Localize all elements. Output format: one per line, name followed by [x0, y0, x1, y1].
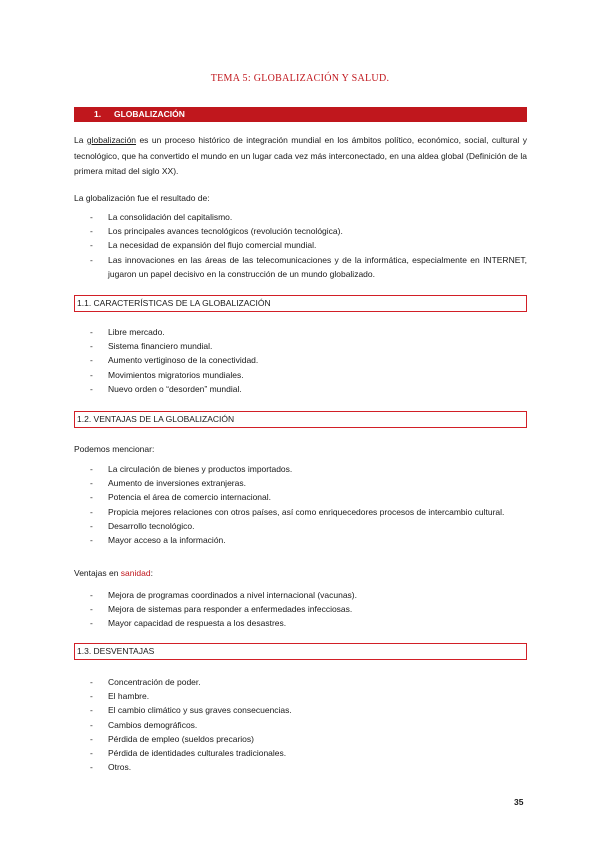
- subsection-heading-desventajas: 1.3. DESVENTAJAS: [74, 643, 527, 660]
- intro-paragraph: [74, 133, 527, 180]
- list-item: - El cambio climático y sus graves consecuencias.: [74, 703, 527, 717]
- health-label-term: sanidad: [120, 568, 151, 578]
- section-heading-label: GLOBALIZACIÓN: [114, 109, 185, 119]
- intro-lead: La: [74, 135, 87, 145]
- page-title: TEMA 5: GLOBALIZACIÓN Y SALUD.: [210, 73, 390, 84]
- result-label: La globalización fue el resultado de:: [74, 193, 210, 203]
- list-item: - Cambios demográficos.: [74, 718, 527, 732]
- ventajas-list: [74, 462, 527, 547]
- list-item: - La necesidad de expansión del flujo comercial mundial.: [74, 238, 527, 252]
- list-item: - El hambre.: [74, 689, 527, 703]
- list-item: - Aumento de inversiones extranjeras.: [74, 476, 527, 490]
- list-item: - Propicia mejores relaciones con otros países, así como enriquecedores procesos de intercambio cultural.: [74, 505, 527, 519]
- list-item: - Mejora de programas coordinados a nivel internacional (vacunas).: [74, 588, 527, 602]
- list-item: - Mayor acceso a la información.: [74, 533, 527, 547]
- list-item: - La circulación de bienes y productos importados.: [74, 462, 527, 476]
- health-label: [74, 567, 527, 579]
- section-number: 1.: [94, 109, 102, 119]
- results-list: [74, 210, 527, 281]
- list-item: - Otros.: [74, 760, 527, 774]
- intro-body: es un proceso histórico de integración mundial en los ámbitos político, económico, social, cultural y tecnológico, que ha convertido el mundo en un lugar cada vez más interconectado, en una aldea global (Definición de la primera mitad del siglo XX).: [74, 135, 527, 176]
- list-item: - Mayor capacidad de respuesta a los desastres.: [74, 616, 527, 630]
- list-item: - Libre mercado.: [74, 325, 527, 339]
- list-item: - Mejora de sistemas para responder a enfermedades infecciosas.: [74, 602, 527, 616]
- list-item: - Pérdida de identidades culturales tradicionales.: [74, 746, 527, 760]
- health-label-tail: :: [150, 568, 153, 578]
- list-item: - Nuevo orden o “desorden” mundial.: [74, 382, 527, 396]
- list-item: - Sistema financiero mundial.: [74, 339, 527, 353]
- list-item: - Concentración de poder.: [74, 675, 527, 689]
- page-number: 35: [514, 797, 524, 807]
- list-item: - Las innovaciones en las áreas de las telecomunicaciones y de la informática, especialmente en INTERNET, jugaron un papel decisivo en la construcción de un mundo globalizado.: [74, 253, 527, 281]
- subsection-heading-ventajas: 1.2. VENTAJAS DE LA GLOBALIZACIÓN: [74, 411, 527, 428]
- list-item: - Movimientos migratorios mundiales.: [74, 368, 527, 382]
- list-item: - La consolidación del capitalismo.: [74, 210, 527, 224]
- list-item: - Pérdida de empleo (sueldos precarios): [74, 732, 527, 746]
- list-item: - Los principales avances tecnológicos (revolución tecnológica).: [74, 224, 527, 238]
- intro-term: globalización: [86, 135, 137, 145]
- section-heading-globalizacion: [74, 107, 527, 122]
- list-item: - Potencia el área de comercio internacional.: [74, 490, 527, 504]
- caracteristicas-list: [74, 325, 527, 396]
- list-item: - Desarrollo tecnológico.: [74, 519, 527, 533]
- ventajas-intro: Podemos mencionar:: [74, 444, 155, 454]
- health-list: [74, 588, 527, 631]
- subsection-heading-caracteristicas: 1.1. CARACTERÍSTICAS DE LA GLOBALIZACIÓN: [74, 295, 527, 312]
- desventajas-list: [74, 675, 527, 774]
- health-label-lead: Ventajas en: [74, 568, 121, 578]
- list-item: - Aumento vertiginoso de la conectividad.: [74, 353, 527, 367]
